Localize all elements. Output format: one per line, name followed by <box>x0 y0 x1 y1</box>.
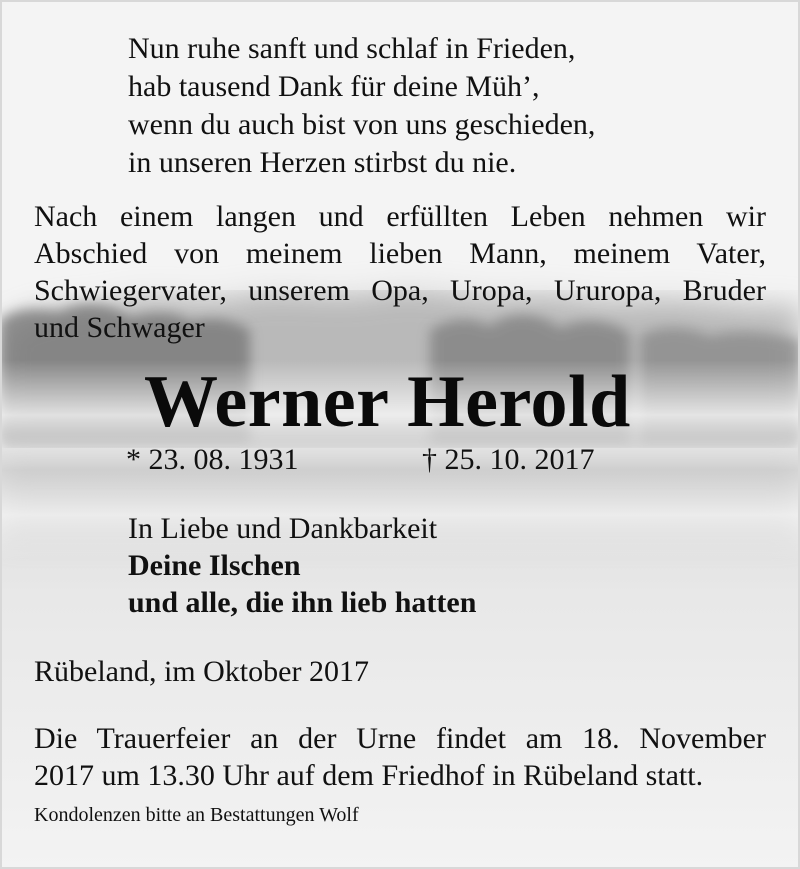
funeral-line: 2017 um 13.30 Uhr auf dem Friedhof in Rübeland statt. <box>34 759 704 792</box>
birth-date: * 23. 08. 1931 <box>126 443 299 476</box>
funeral-line: Die Trauerfeier an der Urne findet am 18. November <box>34 722 766 755</box>
poem-line: in unseren Herzen stirbst du nie. <box>128 146 517 179</box>
poem-line: wenn du auch bist von uns geschieden, <box>128 108 596 141</box>
intro-line: Abschied von meinem lieben Mann, meinem Vater, <box>34 237 766 270</box>
signature-line-bold: Deine Ilschen <box>128 549 301 582</box>
death-date: † 25. 10. 2017 <box>422 443 595 476</box>
mourners-signature <box>128 510 476 621</box>
poem-line: hab tausend Dank für deine Müh’, <box>128 70 540 103</box>
signature-line: In Liebe und Dankbarkeit <box>128 512 438 545</box>
funeral-announcement <box>34 720 766 794</box>
place-and-date: Rübeland, im Oktober 2017 <box>34 655 369 688</box>
signature-line-bold: und alle, die ihn lieb hatten <box>128 586 477 619</box>
memorial-poem <box>128 30 595 182</box>
intro-line: und Schwager <box>34 311 205 344</box>
intro-line: Nach einem langen und erfüllten Leben nehmen wir <box>34 200 766 233</box>
farewell-intro <box>34 198 766 346</box>
intro-line: Schwiegervater, unserem Opa, Uropa, Ururopa, Bruder <box>34 274 766 307</box>
deceased-name: Werner Herold <box>144 361 631 443</box>
poem-line: Nun ruhe sanft und schlaf in Frieden, <box>128 32 576 65</box>
condolence-note: Kondolenzen bitte an Bestattungen Wolf <box>34 804 359 826</box>
